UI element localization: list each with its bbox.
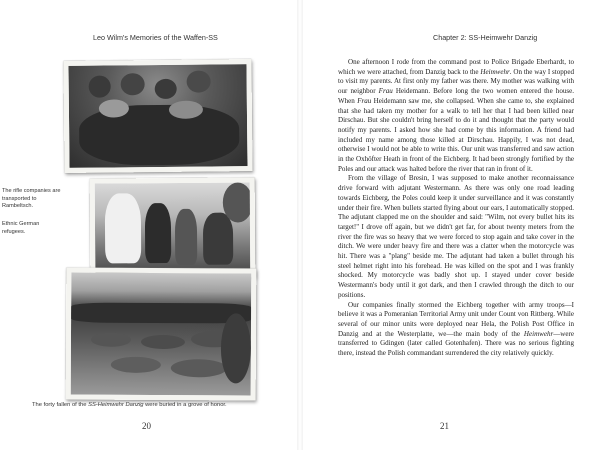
- text-run: —were transferred to Gdingen (later called Gotenhafen). There was no serious fighting there, instead the Polish commandant surrendered the city relatively quickly.: [338, 329, 574, 358]
- text-run: Heidemann saw me, she collapsed. When she came to, she explained that she had taken my mother for a walk to tell her that I had been killed near Dirschau. But she couldn't bring herself to do it and thought that the party would notify my parents. I asked how she had come by this information. A friend had included my name among those killed at Dirschau. Happily, I was not dead, otherwise I would not be able to write this. Our unit was transferred and saw action in the Oxhöfter Heath in front of the Eichberg. It had been strongly fortified by the Poles and our attack was halted before the river that ran in front of it.: [338, 96, 574, 173]
- caption-ethnic-refugees: Ethnic German refugees.: [2, 221, 40, 235]
- italic-run: Heimwehr: [523, 329, 554, 338]
- right-page-number: 21: [440, 421, 449, 431]
- text-run: One afternoon I rode from the command post to Police Brigade Eberhardt, to which we were attached, from Danzig back to the: [338, 58, 574, 76]
- text-run: . On the way I stopped to visit my parents. At first only my father was there. My mother was walking with our neighbor: [338, 67, 574, 96]
- right-running-head: Chapter 2: SS-Heimwehr Danzig: [433, 33, 538, 42]
- caption-suffix: were buried in a grove of honor.: [143, 402, 227, 408]
- caption-unit-name: SS-Heimwehr Danzig: [88, 402, 144, 408]
- text-run: Our companies finally stormed the Eichberg together with army troops—I believe it was a Pomeranian Territorial Army unit under Count von Rittberg. While several of our minor units were deployed near Hela, the Polish Post Office in Danzig and at the Westerplatte, we—the main body of the: [338, 300, 574, 338]
- body-paragraph: [338, 58, 574, 174]
- right-page: [300, 0, 600, 450]
- body-text: [338, 58, 574, 359]
- caption-grove-of-honor: [32, 402, 227, 408]
- photo-graves: [66, 268, 257, 401]
- italic-run: Heimwehr: [480, 67, 510, 76]
- left-page-number: 20: [142, 421, 151, 431]
- caption-prefix: The forty fallen of the: [32, 402, 89, 408]
- body-paragraph: [338, 301, 574, 359]
- caption-rifle-companies: The rifle companies are transported to Rambeltsch.: [2, 188, 61, 210]
- italic-run: Frau: [357, 96, 372, 105]
- text-run: Heidemann. Before long the two women entered the house. When: [338, 87, 574, 105]
- italic-run: Frau: [378, 87, 393, 96]
- photo-soldiers-on-vehicle: [63, 59, 252, 173]
- body-paragraph: [338, 174, 574, 300]
- photo-refugees: [90, 177, 256, 278]
- text-run: From the village of Bresin, I was supposed to make another reconnaissance drive forward with adjutant Westermann. As there was only one road leading towards Eichberg, the Poles could keep it under surveillance and it was constantly under their fire. When bullets started flying about our ears, I automatically stopped. The adjutant clapped me on the shoulder and said: "Wilm, not every bullet hits its target!" I drove off again, but we didn't get far, for about twenty meters from the river the fire was so heavy that we were forced to stop again and take cover in the ditch. We were under heavy fire and there was a clatter when the motorcycle was hit. There was a "plang" beside me. The adjutant had taken a bullet through his steel helmet right into his forehead. He was killed on the spot and I was frankly shocked. My motorcycle was badly shot up. I stayed under cover beside Westermann's body until it got dark, and then I crawled through the ditch to our positions.: [338, 174, 574, 299]
- left-running-head: Leo Wilm's Memories of the Waffen-SS: [93, 33, 218, 42]
